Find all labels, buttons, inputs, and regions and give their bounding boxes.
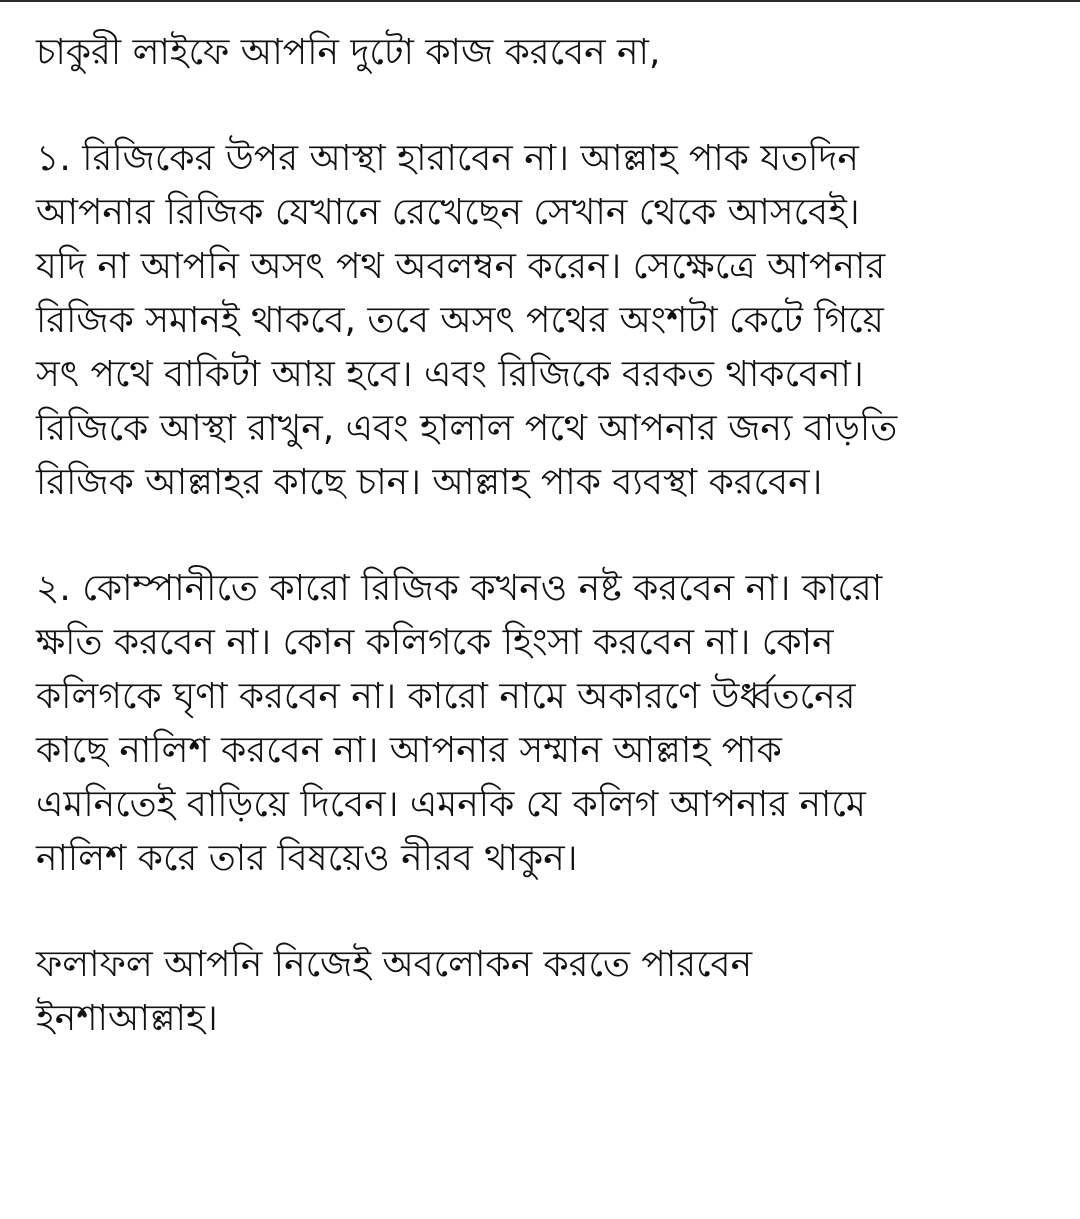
text-line: রিজিক সমানই থাকবে, তবে অসৎ পথের অংশটা কেটে গিয়ে bbox=[36, 300, 884, 341]
text-line: ইনশাআল্লাহ। bbox=[36, 998, 218, 1039]
intro-paragraph bbox=[36, 26, 1046, 80]
point-2-paragraph bbox=[36, 562, 1046, 886]
document-body bbox=[36, 26, 1046, 1046]
point-1-paragraph bbox=[36, 132, 1046, 510]
text-line: যদি না আপনি অসৎ পথ অবলম্বন করেন। সেক্ষেত্রে আপনার bbox=[36, 246, 886, 287]
paragraph-gap bbox=[36, 80, 1046, 132]
text-line: আপনার রিজিক যেখানে রেখেছেন সেখান থেকে আসবেই। bbox=[36, 192, 860, 233]
text-line: সৎ পথে বাকিটা আয় হবে। এবং রিজিকে বরকত থাকবেনা। bbox=[36, 354, 864, 395]
paragraph-gap bbox=[36, 510, 1046, 562]
conclusion-paragraph bbox=[36, 938, 1046, 1046]
text-line: এমনিতেই বাড়িয়ে দিবেন। এমনকি যে কলিগ আপনার নামে bbox=[36, 784, 866, 825]
text-line: চাকুরী লাইফে আপনি দুটো কাজ করবেন না, bbox=[36, 32, 661, 73]
paragraph-gap bbox=[36, 886, 1046, 938]
top-border-divider bbox=[0, 0, 1080, 2]
text-line: ২. কোম্পানীতে কারো রিজিক কখনও নষ্ট করবেন না। কারো bbox=[36, 568, 883, 609]
text-line: রিজিক আল্লাহর কাছে চান। আল্লাহ পাক ব্যবস্থা করবেন। bbox=[36, 462, 823, 503]
text-line: ১. রিজিকের উপর আস্থা হারাবেন না। আল্লাহ পাক যতদিন bbox=[36, 138, 859, 179]
text-line: কলিগকে ঘৃণা করবেন না। কারো নামে অকারণে উর্ধ্বতনের bbox=[36, 676, 856, 717]
text-line: কাছে নালিশ করবেন না। আপনার সম্মান আল্লাহ পাক bbox=[36, 730, 782, 771]
text-line: রিজিকে আস্থা রাখুন, এবং হালাল পথে আপনার জন্য বাড়তি bbox=[36, 408, 898, 449]
text-line: ক্ষতি করবেন না। কোন কলিগকে হিংসা করবেন না। কোন bbox=[36, 622, 834, 663]
text-line: নালিশ করে তার বিষয়েও নীরব থাকুন। bbox=[36, 838, 578, 879]
text-line: ফলাফল আপনি নিজেই অবলোকন করতে পারবেন bbox=[36, 944, 753, 985]
